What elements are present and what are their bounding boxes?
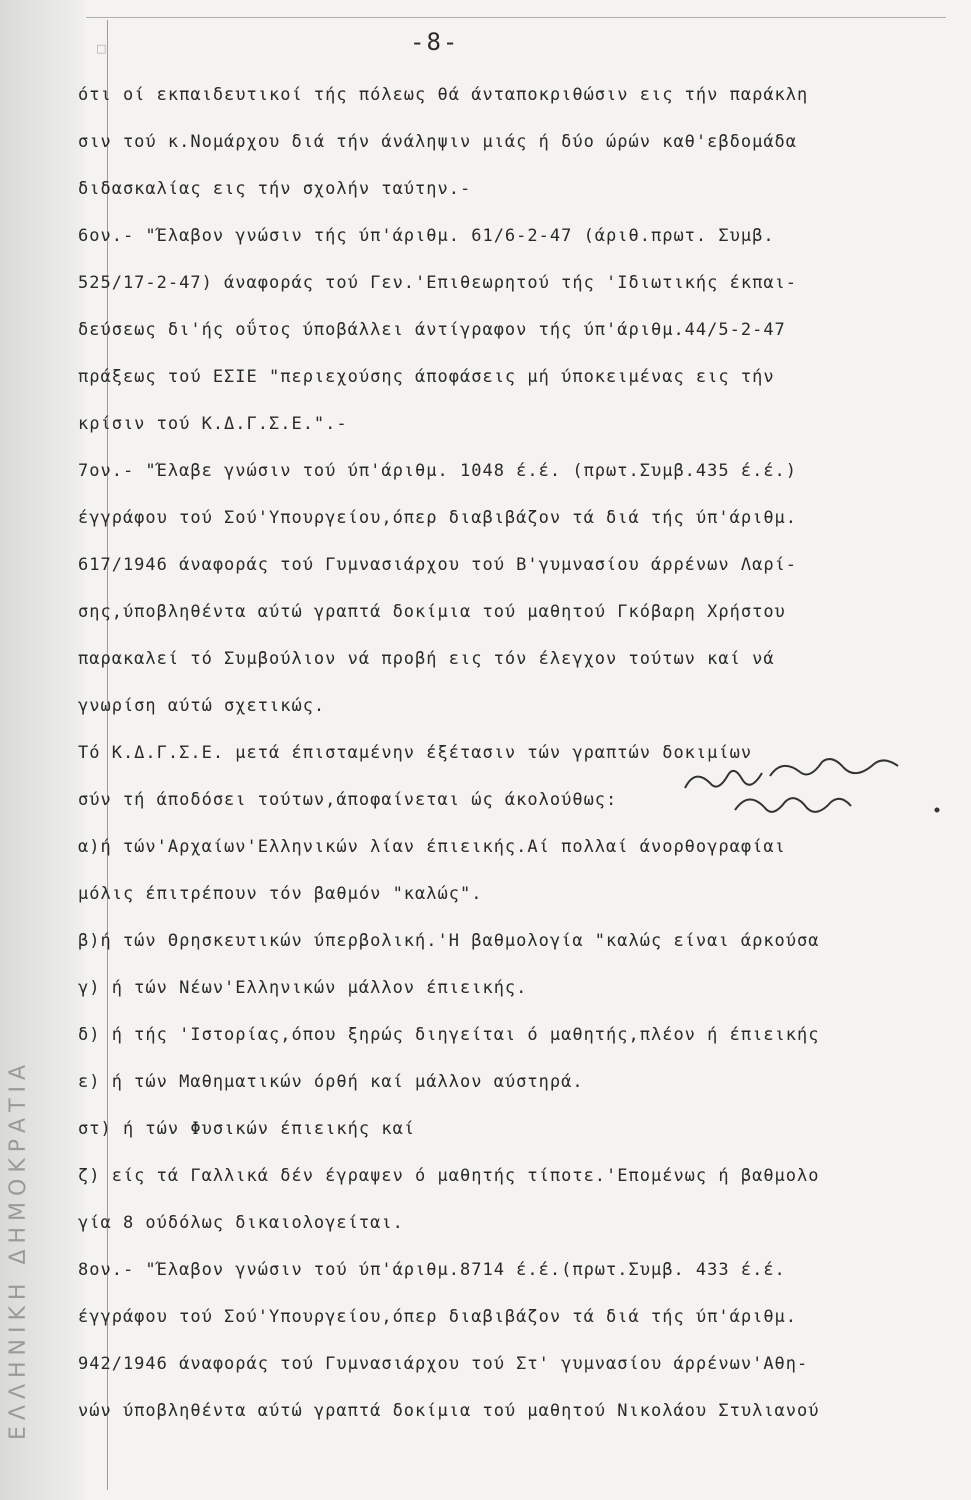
text-line: ότι οί εκπαιδευτικοί τής πόλεως θά άνταποκριθώσιν εις τήν παράκλη [78, 85, 809, 105]
text-line: 617/1946 άναφοράς τού Γυμνασιάρχου τού Β'γυμνασίου άρρένων Λαρί- [78, 555, 798, 575]
text-line: δ) ή τής 'Ιστορίας,όπου ξηρώς διηγείται ό μαθητής,πλέον ή έπιεικής [78, 1025, 820, 1045]
text-line: έγγράφου τού Σού'Υπουργείου,όπερ διαβιβάζον τά διά τής ύπ'άριθμ. [78, 508, 798, 528]
text-line: διδασκαλίας εις τήν σχολήν ταύτην.- [78, 179, 472, 199]
text-line: σύν τή άποδόσει τούτων,άποφαίνεται ώς άκολούθως: [78, 790, 618, 810]
text-line: ζ) είς τά Γαλλικά δέν έγραψεν ό μαθητής τίποτε.'Επομένως ή βαθμολο [78, 1166, 820, 1186]
text-line: 6ον.- "Έλαβον γνώσιν τής ύπ'άριθμ. 61/6-2-47 (άριθ.πρωτ. Συμβ. [78, 226, 775, 246]
spine-stamp-text: ΕΛΛΗΝΙΚΗ ΔΗΜΟΚΡΑΤΙΑ [6, 1058, 31, 1440]
text-line: δεύσεως δι'ής οΰτος ύποβάλλει άντίγραφον τής ύπ'άριθμ.44/5-2-47 [78, 320, 786, 340]
text-line: παρακαλεί τό Συμβούλιον νά προβή εις τόν έλεγχον τούτων καί νά [78, 649, 775, 669]
text-line: στ) ή τών Φυσικών έπιεικής καί [78, 1119, 416, 1139]
text-line: νών ύποβληθέντα αύτώ γραπτά δοκίμια τού μαθητού Νικολάου Στυλιανού [78, 1401, 820, 1421]
page-number: -8- [410, 28, 460, 56]
text-line: γία 8 ούδόλως δικαιολογείται. [78, 1213, 404, 1233]
text-line: σης,ύποβληθέντα αύτώ γραπτά δοκίμια τού μαθητού Γκόβαρη Χρήστου [78, 602, 786, 622]
text-line: 942/1946 άναφοράς τού Γυμνασιάρχου τού Στ' γυμνασίου άρρένων'Αθη- [78, 1354, 809, 1374]
text-line: α)ή τών'Αρχαίων'Ελληνικών λίαν έπιεικής.Αί πολλαί άνορθογραφίαι [78, 837, 786, 857]
text-line: πράξεως τού ΕΣΙΕ "περιεχούσης άποφάσεις μή ύποκειμένας εις τήν [78, 367, 775, 387]
text-line: μόλις έπιτρέπουν τόν βαθμόν "καλώς". [78, 884, 483, 904]
corner-mark: □ [96, 42, 107, 55]
text-line: β)ή τών Θρησκευτικών ύπερβολική.'Η βαθμολογία "καλώς είναι άρκούσα [78, 931, 820, 951]
text-line: γνωρίση αύτώ σχετικώς. [78, 696, 326, 716]
text-line: Τό Κ.Δ.Γ.Σ.Ε. μετά έπισταμένην έξέτασιν τών γραπτών δοκιμίων [78, 743, 753, 763]
text-line: 7ον.- "Έλαβε γνώσιν τού ύπ'άριθμ. 1048 έ.έ. (πρωτ.Συμβ.435 έ.έ.) [78, 461, 798, 481]
text-line: 8ον.- "Έλαβον γνώσιν τού ύπ'άριθμ.8714 έ.έ.(πρωτ.Συμβ. 433 έ.έ. [78, 1260, 786, 1280]
handwritten-annotation [675, 748, 945, 828]
text-line: έγγράφου τού Σού'Υπουργείου,όπερ διαβιβάζον τά διά τής ύπ'άριθμ. [78, 1307, 798, 1327]
text-line: 525/17-2-47) άναφοράς τού Γεν.'Επιθεωρητού τής 'Ιδιωτικής έκπαι- [78, 273, 798, 293]
binding-strip [0, 0, 84, 1500]
text-line: κρίσιν τού Κ.Δ.Γ.Σ.Ε.".- [78, 414, 348, 434]
text-line: ε) ή τών Μαθηματικών όρθή καί μάλλον αύστηρά. [78, 1072, 584, 1092]
top-rule [86, 17, 946, 18]
text-line: σιν τού κ.Νομάρχου διά τήν άνάληψιν μιάς ή δύο ώρών καθ'εβδομάδα [78, 132, 798, 152]
text-line: γ) ή τών Νέων'Ελληνικών μάλλον έπιεικής. [78, 978, 528, 998]
